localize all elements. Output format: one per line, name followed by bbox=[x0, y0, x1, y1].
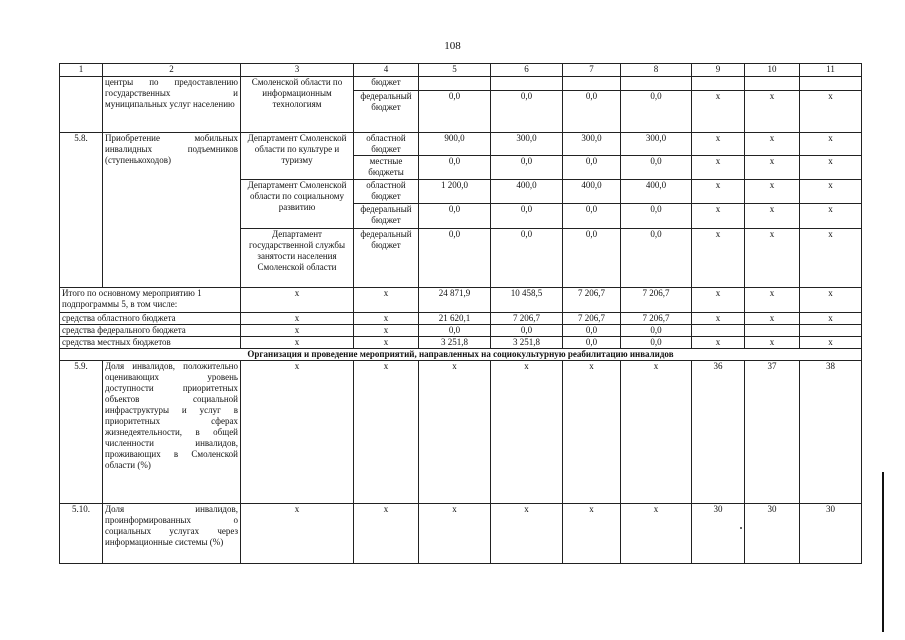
value-cell: х bbox=[692, 288, 745, 313]
value-cell: х bbox=[692, 313, 745, 325]
value-cell: 900,0 bbox=[419, 133, 491, 156]
value-cell: х bbox=[692, 229, 745, 288]
value-cell: 10 458,5 bbox=[491, 288, 563, 313]
section-title: Организация и проведение мероприятий, направленных на социокультурную реабилитацию инвалидов bbox=[60, 349, 862, 361]
value-cell: х bbox=[745, 204, 800, 229]
value-cell: 0,0 bbox=[419, 156, 491, 180]
indicator-name: Доля инвалидов, проинформированных о социальных услугах через информационные системы (%) bbox=[103, 504, 241, 564]
value-cell: х bbox=[563, 504, 621, 564]
value-cell: х bbox=[800, 156, 862, 180]
value-cell: 0,0 bbox=[419, 229, 491, 288]
value-cell: 0,0 bbox=[621, 325, 692, 337]
value-cell: 400,0 bbox=[491, 180, 563, 204]
value-cell: х bbox=[745, 288, 800, 313]
value-cell: 0,0 bbox=[491, 204, 563, 229]
value-cell: х bbox=[800, 288, 862, 313]
value-cell: 400,0 bbox=[563, 180, 621, 204]
column-number-row bbox=[60, 64, 862, 77]
value-cell: х bbox=[745, 313, 800, 325]
executor: Департамент государственной службы занятости населения Смоленской области bbox=[241, 229, 354, 288]
value-cell: х bbox=[354, 325, 419, 337]
table-row bbox=[60, 288, 862, 313]
table-row bbox=[60, 361, 862, 504]
value-cell: х bbox=[419, 361, 491, 504]
funding-source: федеральный бюджет bbox=[354, 204, 419, 229]
total-label: Итого по основному мероприятию 1 подпрограммы 5, в том числе: bbox=[60, 288, 241, 313]
col-number-1: 1 bbox=[60, 64, 103, 77]
indicator-name: Доля инвалидов, положительно оценивающих уровень доступности приоритетных объектов социальной инфраструктуры и услуг в приоритетных сферах жизнедеятельности, в общей численности инвалидов, проживающих в Смоленской области (%) bbox=[103, 361, 241, 504]
col-number-10: 10 bbox=[745, 64, 800, 77]
value-cell: х bbox=[241, 325, 354, 337]
row-number: 5.8. bbox=[60, 133, 103, 288]
value-cell: 0,0 bbox=[621, 229, 692, 288]
value-cell: 0,0 bbox=[563, 229, 621, 288]
subtotal-label: средства областного бюджета bbox=[60, 313, 241, 325]
value-cell: х bbox=[621, 361, 692, 504]
value-cell: х bbox=[800, 133, 862, 156]
value-cell: 21 620,1 bbox=[419, 313, 491, 325]
value-cell: 3 251,8 bbox=[491, 337, 563, 349]
value-cell: 400,0 bbox=[621, 180, 692, 204]
table-row bbox=[60, 337, 862, 349]
value-cell: х bbox=[800, 337, 862, 349]
value-cell: х bbox=[745, 91, 800, 133]
value-cell: 36 bbox=[692, 361, 745, 504]
table-row bbox=[60, 133, 862, 156]
funding-source: местные бюджеты bbox=[354, 156, 419, 180]
section-heading-row bbox=[60, 349, 862, 361]
col-number-4: 4 bbox=[354, 64, 419, 77]
value-cell: 0,0 bbox=[419, 325, 491, 337]
value-cell: 7 206,7 bbox=[621, 313, 692, 325]
value-cell: х bbox=[800, 204, 862, 229]
value-cell: х bbox=[800, 229, 862, 288]
value-cell: 0,0 bbox=[491, 91, 563, 133]
value-cell: 0,0 bbox=[563, 91, 621, 133]
value-cell: 0,0 bbox=[563, 325, 621, 337]
cell bbox=[745, 77, 800, 91]
value-cell: 7 206,7 bbox=[491, 313, 563, 325]
value-cell: х bbox=[692, 204, 745, 229]
value-cell: 0,0 bbox=[419, 204, 491, 229]
value-cell: 24 871,9 bbox=[419, 288, 491, 313]
value-cell: х bbox=[354, 361, 419, 504]
value-cell: 7 206,7 bbox=[563, 288, 621, 313]
value-cell: х bbox=[692, 180, 745, 204]
subtotal-label: средства местных бюджетов bbox=[60, 337, 241, 349]
value-cell: 0,0 bbox=[621, 91, 692, 133]
col-number-8: 8 bbox=[621, 64, 692, 77]
value-cell: 0,0 bbox=[491, 325, 563, 337]
value-cell: х bbox=[354, 337, 419, 349]
value-cell: х bbox=[241, 288, 354, 313]
value-cell: 37 bbox=[745, 361, 800, 504]
scan-speck bbox=[740, 527, 742, 529]
value-cell: х bbox=[745, 337, 800, 349]
executor: Департамент Смоленской области по социальному развитию bbox=[241, 180, 354, 229]
cell bbox=[800, 77, 862, 91]
value-cell: 0,0 bbox=[419, 91, 491, 133]
funding-source: областной бюджет bbox=[354, 133, 419, 156]
value-cell: 300,0 bbox=[491, 133, 563, 156]
value-cell: х bbox=[563, 361, 621, 504]
page-number: 108 bbox=[444, 40, 461, 52]
scan-edge-line bbox=[882, 472, 884, 632]
value-cell: х bbox=[354, 313, 419, 325]
value-cell: 30 bbox=[745, 504, 800, 564]
value-cell: х bbox=[692, 133, 745, 156]
table-row bbox=[60, 504, 862, 564]
col-number-3: 3 bbox=[241, 64, 354, 77]
value-cell: х bbox=[241, 361, 354, 504]
value-cell: х bbox=[745, 133, 800, 156]
row-number: 5.9. bbox=[60, 361, 103, 504]
program-table bbox=[59, 63, 862, 564]
value-cell: х bbox=[354, 288, 419, 313]
funding-source: федеральный бюджет bbox=[354, 91, 419, 133]
value-cell: х bbox=[800, 313, 862, 325]
value-cell: х bbox=[745, 156, 800, 180]
value-cell: 0,0 bbox=[621, 204, 692, 229]
value-cell: х bbox=[491, 361, 563, 504]
activity-name: Приобретение мобильных инвалидных подъемников (ступенькоходов) bbox=[103, 133, 241, 288]
value-cell: 30 bbox=[800, 504, 862, 564]
value-cell: 1 200,0 bbox=[419, 180, 491, 204]
value-cell: х bbox=[491, 504, 563, 564]
value-cell: 0,0 bbox=[491, 156, 563, 180]
value-cell: х bbox=[692, 337, 745, 349]
value-cell: х bbox=[354, 504, 419, 564]
value-cell: 0,0 bbox=[563, 204, 621, 229]
value-cell: х bbox=[800, 180, 862, 204]
value-cell: 30 bbox=[692, 504, 745, 564]
table-row bbox=[60, 77, 862, 91]
value-cell: х bbox=[692, 91, 745, 133]
col-number-5: 5 bbox=[419, 64, 491, 77]
value-cell: 38 bbox=[800, 361, 862, 504]
value-cell: х bbox=[692, 156, 745, 180]
value-cell: х bbox=[241, 337, 354, 349]
value-cell: 7 206,7 bbox=[621, 288, 692, 313]
cell bbox=[60, 77, 103, 133]
col-number-6: 6 bbox=[491, 64, 563, 77]
value-cell: 300,0 bbox=[563, 133, 621, 156]
executor: Смоленской области по информационным технологиям bbox=[241, 77, 354, 133]
value-cell: 0,0 bbox=[621, 156, 692, 180]
subtotal-label: средства федерального бюджета bbox=[60, 325, 241, 337]
value-cell: 0,0 bbox=[621, 337, 692, 349]
value-cell: 0,0 bbox=[563, 156, 621, 180]
value-cell bbox=[800, 325, 862, 337]
value-cell: х bbox=[621, 504, 692, 564]
activity-name: центры по предоставлению государственных и муниципальных услуг населению bbox=[103, 77, 241, 133]
table-row bbox=[60, 325, 862, 337]
executor: Департамент Смоленской области по культуре и туризму bbox=[241, 133, 354, 180]
value-cell: х bbox=[745, 180, 800, 204]
value-cell bbox=[745, 325, 800, 337]
value-cell: 0,0 bbox=[563, 337, 621, 349]
funding-source: бюджет bbox=[354, 77, 419, 91]
table-row bbox=[60, 313, 862, 325]
value-cell: 7 206,7 bbox=[563, 313, 621, 325]
value-cell: 300,0 bbox=[621, 133, 692, 156]
funding-source: федеральный бюджет bbox=[354, 229, 419, 288]
cell bbox=[491, 77, 563, 91]
value-cell: х bbox=[800, 91, 862, 133]
cell bbox=[563, 77, 621, 91]
value-cell: 3 251,8 bbox=[419, 337, 491, 349]
value-cell: х bbox=[745, 229, 800, 288]
row-number: 5.10. bbox=[60, 504, 103, 564]
funding-source: областной бюджет bbox=[354, 180, 419, 204]
col-number-11: 11 bbox=[800, 64, 862, 77]
value-cell: 0,0 bbox=[491, 229, 563, 288]
value-cell bbox=[692, 325, 745, 337]
col-number-2: 2 bbox=[103, 64, 241, 77]
value-cell: х bbox=[241, 313, 354, 325]
cell bbox=[419, 77, 491, 91]
value-cell: х bbox=[419, 504, 491, 564]
cell bbox=[692, 77, 745, 91]
cell bbox=[621, 77, 692, 91]
value-cell: х bbox=[241, 504, 354, 564]
col-number-9: 9 bbox=[692, 64, 745, 77]
col-number-7: 7 bbox=[563, 64, 621, 77]
